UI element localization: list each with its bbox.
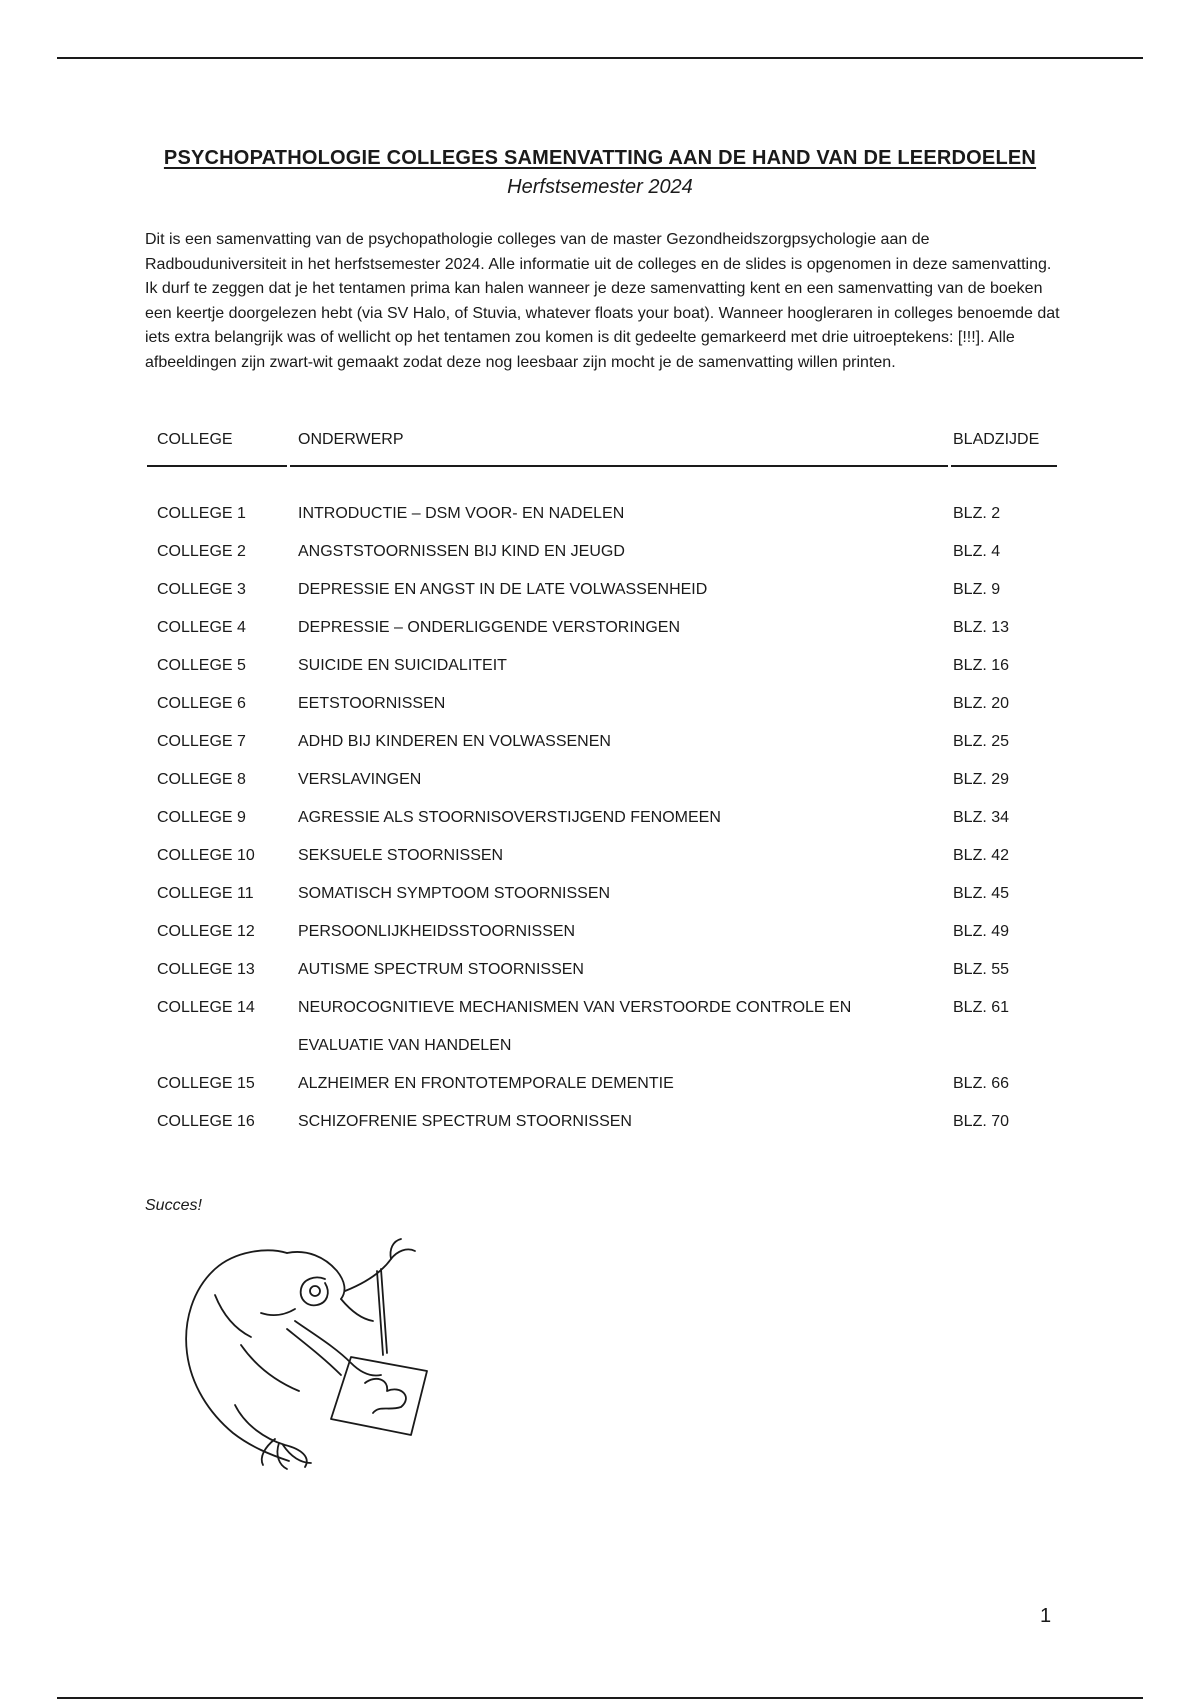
toc-row-page: BLZ. 61: [953, 999, 1010, 1016]
toc-header-college: COLLEGE: [157, 431, 233, 448]
toc-row: [147, 609, 1057, 647]
toc-row-page: BLZ. 9: [953, 581, 1001, 598]
toc-row: [147, 761, 1057, 799]
document-subtitle: Herfstsemester 2024: [507, 176, 693, 198]
table-of-contents: [147, 420, 1057, 1130]
toc-row-topic: SUICIDE EN SUICIDALITEIT: [298, 657, 507, 674]
toc-row-topic: SCHIZOFRENIE SPECTRUM STOORNISSEN: [298, 1113, 632, 1130]
toc-row: [147, 913, 1057, 951]
toc-row-college: COLLEGE 8: [157, 771, 246, 788]
closing-text: Succes!: [145, 1197, 202, 1214]
toc-row-page: BLZ. 70: [953, 1113, 1010, 1130]
toc-row-topic: ADHD BIJ KINDEREN EN VOLWASSENEN: [298, 733, 611, 750]
toc-header-page: BLADZIJDE: [953, 431, 1040, 448]
toc-row-topic: DEPRESSIE – ONDERLIGGENDE VERSTORINGEN: [298, 619, 681, 636]
toc-row-topic: PERSOONLIJKHEIDSSTOORNISSEN: [298, 923, 576, 940]
toc-row-college: COLLEGE 16: [157, 1113, 255, 1130]
toc-row-college: COLLEGE 13: [157, 961, 255, 978]
toc-row-page: BLZ. 42: [953, 847, 1010, 864]
toc-row-topic: INTRODUCTIE – DSM VOOR- EN NADELEN: [298, 505, 625, 522]
toc-row-topic: ANGSTSTOORNISSEN BIJ KIND EN JEUGD: [298, 543, 625, 560]
toc-row-college: COLLEGE 4: [157, 619, 246, 636]
toc-row: [147, 875, 1057, 913]
toc-row-page: BLZ. 2: [953, 505, 1001, 522]
toc-row-college: COLLEGE 1: [157, 505, 246, 522]
toc-row-topic: SEKSUELE STOORNISSEN: [298, 847, 504, 864]
toc-header-row: [147, 420, 1057, 470]
toc-row-college: COLLEGE 11: [157, 885, 254, 902]
toc-row: [147, 951, 1057, 989]
toc-row-college: COLLEGE 2: [157, 543, 246, 560]
toc-row: [147, 837, 1057, 875]
toc-header-underline-college: [147, 465, 287, 467]
toc-row: [147, 799, 1057, 837]
bottom-rule: [57, 1697, 1143, 1699]
toc-row-topic: DEPRESSIE EN ANGST IN DE LATE VOLWASSENHEID: [298, 581, 708, 598]
toc-row-page: BLZ. 13: [953, 619, 1010, 636]
toc-row-page: BLZ. 45: [953, 885, 1010, 902]
toc-row-college: COLLEGE 7: [157, 733, 246, 750]
toc-row-topic: SOMATISCH SYMPTOOM STOORNISSEN: [298, 885, 611, 902]
toc-header-topic: ONDERWERP: [298, 431, 404, 448]
toc-row-college: COLLEGE 5: [157, 657, 246, 674]
toc-row-topic: ALZHEIMER EN FRONTOTEMPORALE DEMENTIE: [298, 1075, 674, 1092]
top-rule: [57, 57, 1143, 59]
toc-row: [147, 533, 1057, 571]
toc-row-college: COLLEGE 14: [157, 999, 255, 1016]
toc-header-underline-page: [951, 465, 1057, 467]
toc-row-page: BLZ. 29: [953, 771, 1010, 788]
toc-row-page: BLZ. 34: [953, 809, 1010, 826]
toc-row-page: BLZ. 4: [953, 543, 1001, 560]
toc-row-topic: NEUROCOGNITIEVE MECHANISMEN VAN VERSTOORDE CONTROLE EN EVALUATIE VAN HANDELEN: [298, 999, 852, 1054]
page-number: 1: [1040, 1605, 1052, 1627]
toc-row: [147, 647, 1057, 685]
intro-paragraph: Dit is een samenvatting van de psychopathologie colleges van de master Gezondheidszorgpsychologie aan de Radbouduniversiteit in het herfstsemester 2024. Alle informatie uit de colleges en de slides is opgenomen in deze samenvatting. Ik durf te zeggen dat je het tentamen prima kan halen wanneer je deze samenvatting kent en een samenvatting van de boeken een keertje doorgelezen hebt (via SV Halo, of Stuvia, whatever floats your boat). Wanneer hoogleraren in colleges benoemde dat iets extra belangrijk was of wellicht op het tentamen zou komen is dit gedeelte gemarkeerd met drie uitroeptekens: [!!!]. Alle afbeeldingen zijn zwart-wit gemaakt zodat deze nog leesbaar zijn mocht je de samenvatting willen printen.: [145, 231, 1060, 371]
toc-row: [147, 1065, 1057, 1103]
toc-row-college: COLLEGE 6: [157, 695, 246, 712]
toc-row: [147, 685, 1057, 723]
toc-row-page: BLZ. 66: [953, 1075, 1010, 1092]
toc-row-college: COLLEGE 3: [157, 581, 246, 598]
toc-body: [147, 495, 1057, 1141]
toc-row-college: COLLEGE 15: [157, 1075, 255, 1092]
toc-row-college: COLLEGE 9: [157, 809, 246, 826]
toc-row: [147, 1103, 1057, 1141]
frog-drawing-illustration: [175, 1225, 475, 1485]
toc-header-underline-topic: [290, 465, 948, 467]
document-title: PSYCHOPATHOLOGIE COLLEGES SAMENVATTING AAN DE HAND VAN DE LEERDOELEN: [163, 147, 1037, 169]
toc-row: [147, 495, 1057, 533]
toc-row-topic: AUTISME SPECTRUM STOORNISSEN: [298, 961, 584, 978]
toc-row-page: BLZ. 20: [953, 695, 1010, 712]
toc-row-topic: VERSLAVINGEN: [298, 771, 422, 788]
toc-row-page: BLZ. 49: [953, 923, 1010, 940]
toc-row-page: BLZ. 25: [953, 733, 1010, 750]
toc-row-topic: AGRESSIE ALS STOORNISOVERSTIJGEND FENOMEEN: [298, 809, 721, 826]
toc-row-college: COLLEGE 12: [157, 923, 255, 940]
toc-row: [147, 571, 1057, 609]
toc-row: [147, 723, 1057, 761]
toc-row-page: BLZ. 55: [953, 961, 1010, 978]
toc-row-topic: EETSTOORNISSEN: [298, 695, 446, 712]
toc-row-page: BLZ. 16: [953, 657, 1010, 674]
toc-row: [147, 989, 1057, 1065]
toc-row-college: COLLEGE 10: [157, 847, 255, 864]
